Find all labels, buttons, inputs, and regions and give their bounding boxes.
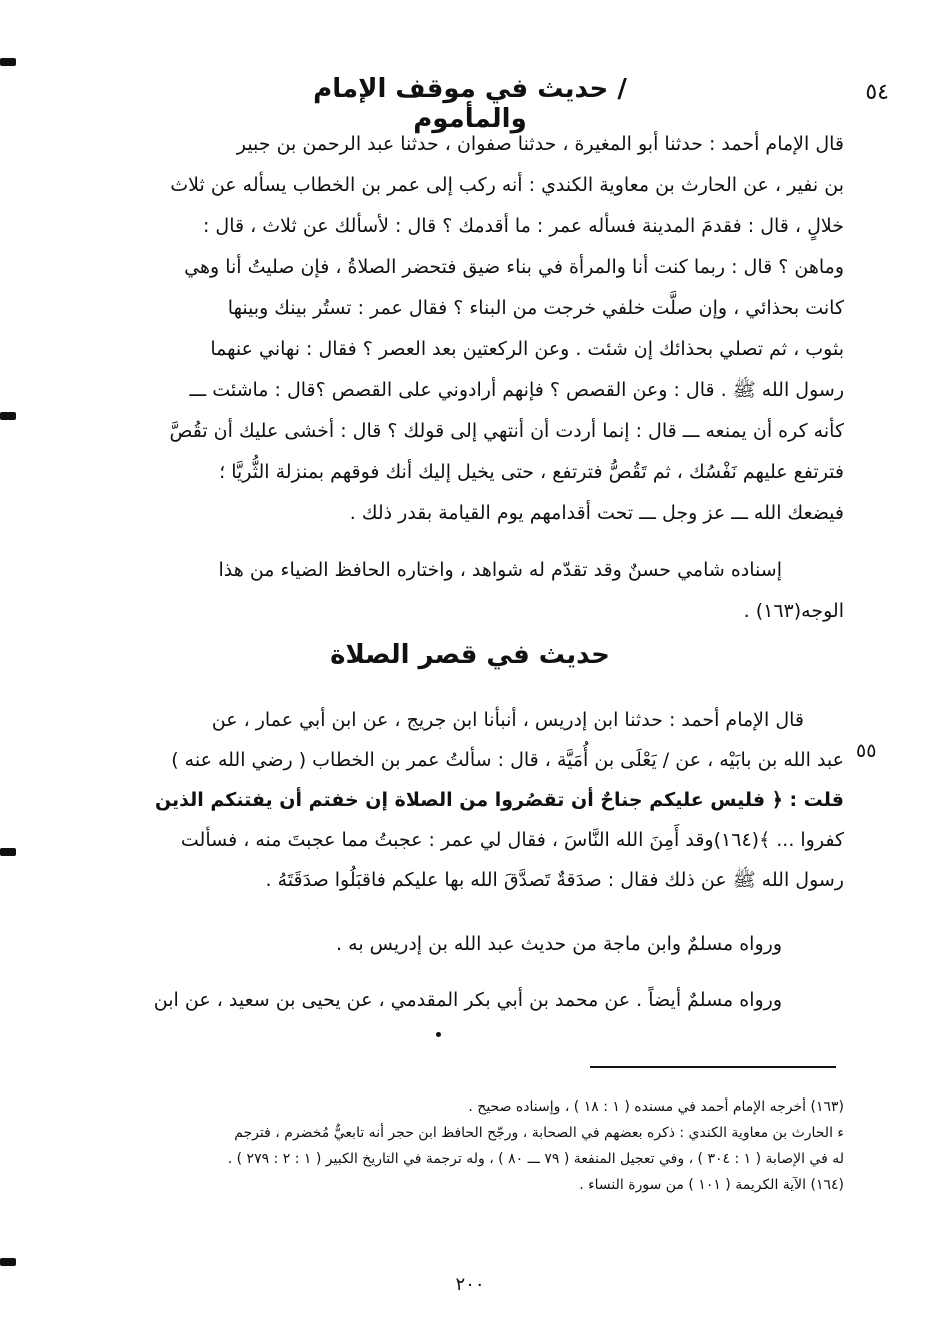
riwaya-note — [80, 980, 844, 1020]
margin-mark — [0, 1258, 16, 1266]
section2-body — [80, 700, 844, 900]
footnote: (١٦٤) الآية الكريمة ( ١٠١ ) من سورة النساء . — [579, 1177, 844, 1193]
text-line: وماهن ؟ قال : ربما كنت أنا والمرأة في بناء ضيق فتحضر الصلاةُ ، فإن صليتُ أنا وهي — [184, 256, 844, 278]
text-line: كانت بحذائي ، وإن صلَّت خلفي خرجت من البناء ؟ فقال عمر : تستُر بينك وبينها — [227, 297, 844, 319]
margin-mark — [0, 412, 16, 420]
text-line: رسول الله ﷺ عن ذلك فقال : صدَقةٌ تَصدَّقَ الله بها عليكم فاقبَلُوا صدَقَتَهُ . — [265, 869, 844, 891]
text-line: قال الإمام أحمد : حدثنا أبو المغيرة ، حدثنا صفوان ، حدثنا عبد الرحمن بن جبير — [236, 133, 844, 155]
ink-dot — [436, 1032, 441, 1037]
footer-page-number: ٢٠٠ — [455, 1274, 485, 1295]
text-line: فيضعك الله ـــ عز وجل ـــ تحت أقدامهم يوم القيامة بقدر ذلك . — [349, 502, 844, 524]
footnote: ء الحارث بن معاوية الكندي : ذكره بعضهم في الصحابة ، ورجّح الحافظ ابن حجر أنه تابعيٌّ مُخضرم ، فترجم — [234, 1125, 844, 1141]
text-line: إسناده شامي حسنٌ وقد تقدّم له شواهد ، واختاره الحافظ الضياء من هذا — [218, 559, 782, 581]
text-line: عبد الله بن بابَيْه ، عن / يَعْلَى بن أُمَيَّة ، قال : سألتُ عمر بن الخطاب ( رضي الله عنه ) — [171, 749, 844, 771]
running-title: / حديث في موقف الإمام والمأموم — [313, 74, 627, 134]
margin-mark — [0, 58, 16, 66]
section1-body — [80, 124, 844, 534]
margin-mark — [0, 848, 16, 856]
isnad-note — [80, 550, 844, 632]
hadith-number: ٥٥ — [856, 740, 877, 762]
text-line: كفروا ... ﴾(١٦٤)وقد أَمِنَ الله النَّاسَ ، فقال لي عمر : عجبتُ مما عجبتَ منه ، فسألت — [180, 829, 844, 851]
text-line: الوجه(١٦٣) . — [743, 600, 844, 622]
footnote: له في الإصابة ( ١ : ٣٠٤ ) ، وفي تعجيل المنفعة ( ٧٩ ـــ ٨٠ ) ، وله ترجمة في التاريخ الكبير ( ١ : ٢ : ٢٧٩ ) . — [227, 1151, 844, 1167]
text-line: بن نفير ، عن الحارث بن معاوية الكندي : أنه ركب إلى عمر بن الخطاب يسأله عن ثلاث — [170, 174, 844, 196]
quran-verse-line: قلت : ﴿ فليس عليكم جناحٌ أن تقصُروا من الصلاة إن خفتم أن يفتنكم الذين — [154, 789, 844, 811]
section-heading: حديث في قصر الصلاة — [330, 640, 610, 670]
footnote-separator — [590, 1066, 836, 1068]
footnote: (١٦٣) أخرجه الإمام أحمد في مسنده ( ١ : ١٨ ) ، وإسناده صحيح . — [468, 1099, 844, 1115]
text-line: فترتفع عليهم نَفْسُك ، ثم تَقُصُّ فترتفع ، حتى يخيل إليك أنك فوقهم بمنزلة الثُّريَّا ؛ — [219, 461, 844, 483]
text-line: رسول الله ﷺ . قال : وعن القصص ؟ فإنهم أرادوني على القصص ؟قال : ماشئت ـــ — [189, 379, 844, 401]
text-line: بثوب ، ثم تصلي بحذائك إن شئت . وعن الركعتين بعد العصر ؟ فقال : نهاني عنهما — [210, 338, 844, 360]
text-line: كأنه كره أن يمنعه ـــ قال : إنما أردت أن أنتهي إلى قولك ؟ قال : أخشى عليك أن تقُصَّ — [169, 420, 844, 442]
text-line: ورواه مسلمٌ أيضاً . عن محمد بن أبي بكر المقدمي ، عن يحيى بن سعيد ، عن ابن — [153, 989, 782, 1011]
footnotes — [88, 1094, 844, 1198]
text-line: قال الإمام أحمد : حدثنا ابن إدريس ، أنبأنا ابن جريج ، عن ابن أبي عمار ، عن — [211, 709, 804, 731]
page-number: ٥٤ — [865, 80, 889, 105]
text-line: ورواه مسلمٌ وابن ماجة من حديث عبد الله بن إدريس به . — [336, 933, 782, 955]
text-line: خلالٍ ، قال : فقدمَ المدينة فسأله عمر : ما أقدمك ؟ قال : لأسألك عن ثلاث ، قال : — [202, 215, 844, 237]
riwaya-note — [80, 924, 844, 964]
